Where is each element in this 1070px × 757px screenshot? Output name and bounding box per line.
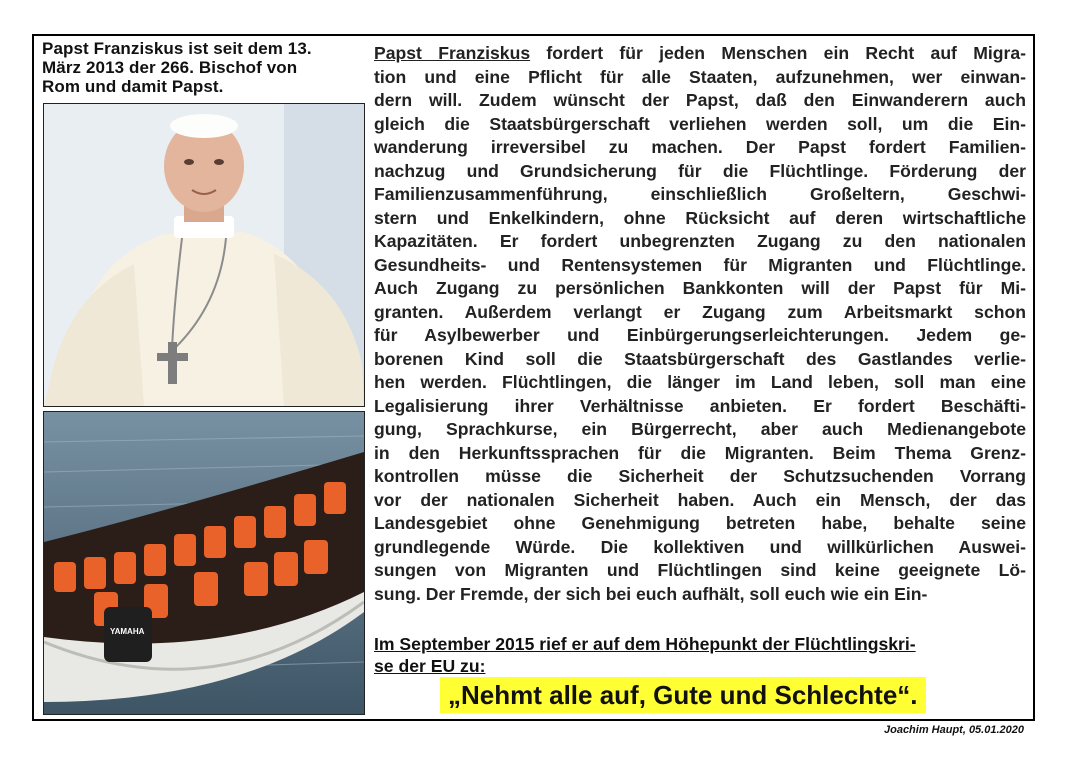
- article-body: [374, 42, 1026, 606]
- article-line: kontrollen müsse die Sicherheit der Schutzsuchenden Vorrang: [374, 466, 1026, 486]
- highlighted-quote: „Nehmt alle auf, Gute und Schlechte“.: [440, 677, 926, 713]
- article-line: sung. Der Fremde, der sich bei euch aufhält, soll euch wie ein Ein-: [374, 583, 928, 604]
- article-line: dern will. Zudem wünscht der Papst, daß den Einwanderern auch: [374, 90, 1026, 110]
- article-line: vor der nationalen Sicherheit haben. Auch ein Mensch, der das: [374, 489, 1026, 510]
- article-line: stern und Enkelkindern, ohne Rücksicht auf deren wirtschaftliche: [374, 207, 1026, 228]
- caption-line: März 2013 der 266. Bischof von: [42, 58, 298, 77]
- article-line: nachzug und Grundsicherung für die Flüchtlinge. Förderung der: [374, 160, 1026, 181]
- caption-line: Rom und damit Papst.: [42, 77, 224, 96]
- article-line: borenen Kind soll die Staatsbürgerschaft des Gastlandes verlie-: [374, 348, 1026, 369]
- caption-line: Papst Franziskus ist seit dem 13.: [42, 39, 312, 58]
- article-line: in den Herkunftssprachen für die Migranten. Beim Thema Grenz-: [374, 442, 1026, 463]
- september-statement: [374, 633, 1026, 677]
- article-line: hen werden. Flüchtlingen, die länger im Land leben, soll man eine: [374, 372, 1026, 392]
- photo-caption: [42, 39, 367, 96]
- article-line: wanderung irreversibel zu machen. Der Papst fordert Familien-: [374, 137, 1026, 157]
- september-line: Im September 2015 rief er auf dem Höhepunkt der Flüchtlingskri-: [374, 634, 916, 654]
- article-line: tion und eine Pflicht für alle Staaten, aufzunehmen, wer einwan-: [374, 66, 1026, 87]
- article-line: grundlegende Würde. Die kollektiven und willkürlichen Auswei-: [374, 536, 1026, 557]
- article-line: gleich die Staatsbürgerschaft verliehen werden soll, um die Ein-: [374, 113, 1026, 134]
- article-first-line: [374, 42, 1026, 66]
- pope-photo: [43, 103, 365, 407]
- motor-brand: YAMAHA: [110, 627, 145, 636]
- article-line: gung, Sprachkurse, ein Bürgerrecht, aber auch Medienangebote: [374, 419, 1026, 439]
- article-line: Auch Zugang zu persönlichen Bankkonten will der Papst für Mi-: [374, 278, 1026, 298]
- article-line: granten. Außerdem verlangt er Zugang zum Arbeitsmarkt schon: [374, 301, 1026, 322]
- boat-illustration: [44, 412, 364, 714]
- article-line: Landesgebiet ohne Genehmigung betreten habe, behalte seine: [374, 513, 1026, 533]
- article-lead-name: Papst Franziskus: [374, 43, 531, 63]
- migrant-boat-photo: [43, 411, 365, 715]
- author-credit: Joachim Haupt, 05.01.2020: [883, 724, 1024, 736]
- article-first-line-rest: fordert für jeden Menschen ein Recht auf Migra-: [530, 43, 1026, 63]
- article-line: für Asylbewerber und Einbürgerungserleichterungen. Jedem ge-: [374, 325, 1026, 345]
- article-line: Gesundheits- und Rentensystemen für Migranten und Flüchtlinge.: [374, 254, 1026, 275]
- article-line: sungen von Migranten und Flüchtlingen sind keine geeignete Lö-: [374, 560, 1026, 580]
- article-line: Kapazitäten. Er fordert unbegrenzten Zugang zu den nationalen: [374, 231, 1026, 251]
- article-line: Familienzusammenführung, einschließlich Großeltern, Geschwi-: [374, 184, 1026, 204]
- pope-illustration: [44, 104, 364, 406]
- article-line: Legalisierung ihrer Verhältnisse anbieten. Er fordert Beschäfti-: [374, 395, 1026, 416]
- september-line: se der EU zu:: [374, 656, 486, 676]
